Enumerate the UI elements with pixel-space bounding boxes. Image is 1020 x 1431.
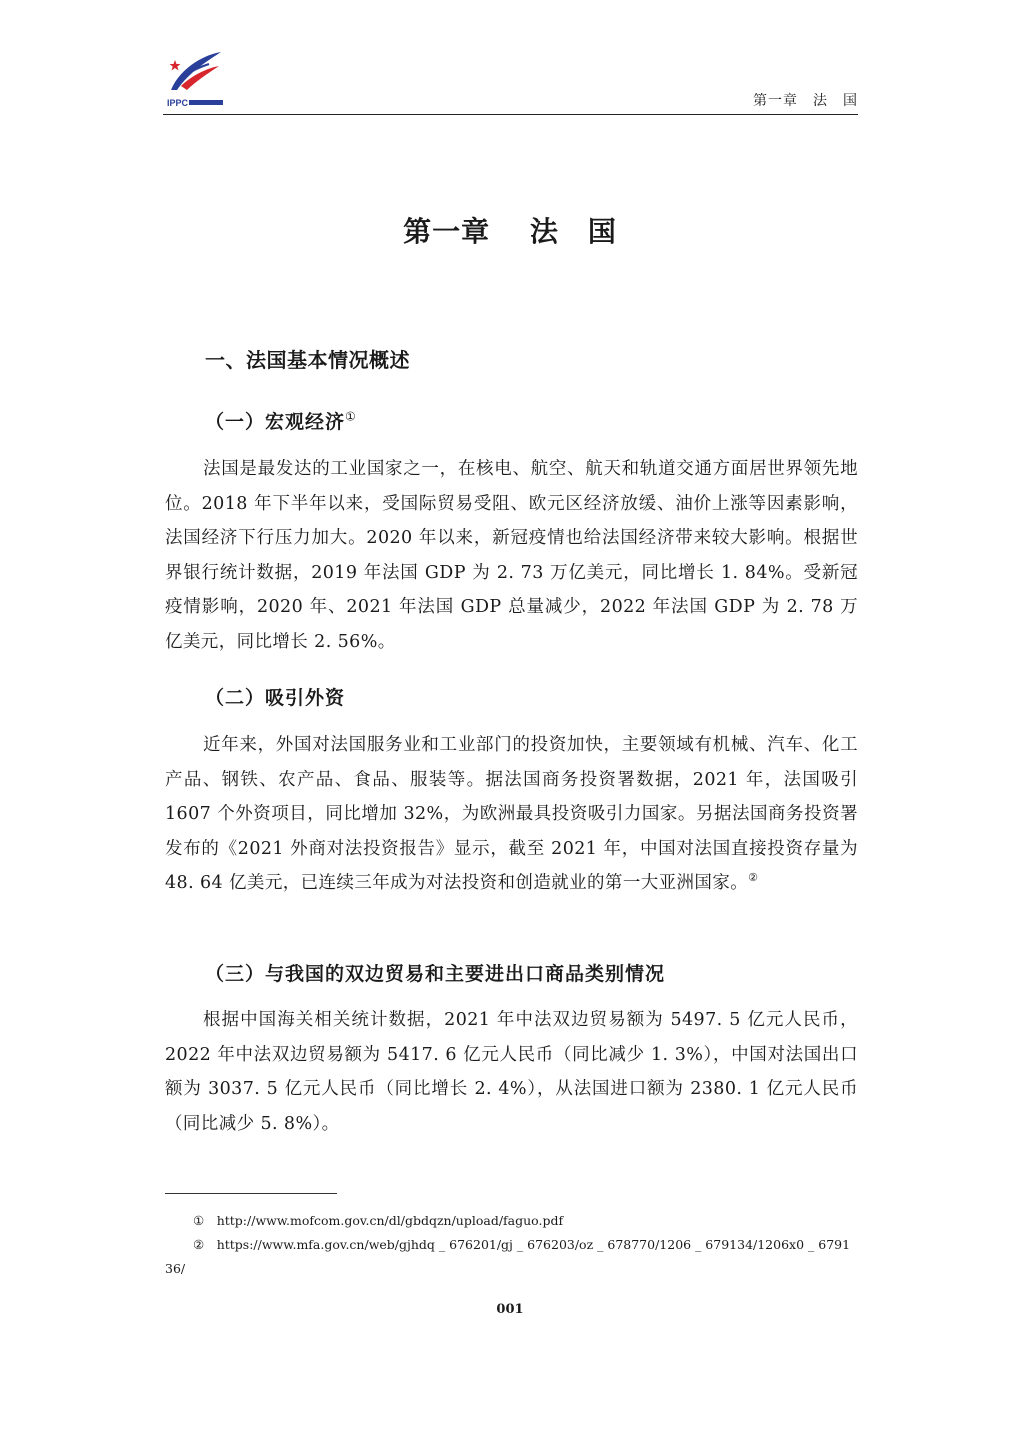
paragraph-bilateral-trade: 根据中国海关相关统计数据，2021 年中法双边贸易额为 5497. 5 亿元人民币，2022 年中法双边贸易额为 5417. 6 亿元人民币（同比减少 1. 3%），中国对法国出口额为 3037. 5 亿元人民币（同比增长 2. 4%），从法国进口额为 2380. 1 亿元人民币（同比减少 5. 8%）。 [165,1010,858,1134]
footnote-2[interactable]: ② https://www.mfa.gov.cn/web/gjhdq _ 676201/gj _ 676203/oz _ 678770/1206 _ 679134/1206x0 _ 679136/ [165,1237,851,1276]
footnote-divider [165,1193,337,1194]
page-header [163,46,858,115]
subsection-heading-text: （一）宏观经济 [205,411,346,433]
section-heading: 一、法国基本情况概述 [205,348,410,372]
footnote-ref-2[interactable]: ② [748,871,759,885]
subsection-heading-investment: （二）吸引外资 [205,687,346,709]
paragraph-foreign-investment [165,728,858,901]
svg-text:IPPC: IPPC [167,98,189,108]
subsection-heading-macro [205,407,357,434]
subsection-heading-trade: （三）与我国的双边贸易和主要进出口商品类别情况 [205,963,666,985]
ippc-logo [163,46,227,110]
footnote-1[interactable]: ① http://www.mofcom.gov.cn/dl/gbdqzn/upload/faguo.pdf [193,1213,564,1228]
page-number: 001 [496,1302,524,1317]
chapter-title: 第一章 法 国 [403,215,617,248]
running-head: 第一章 法 国 [753,93,858,109]
paragraph-macro-economy: 法国是最发达的工业国家之一，在核电、航空、航天和轨道交通方面居世界领先地位。2018 年下半年以来，受国际贸易受阻、欧元区经济放缓、油价上涨等因素影响，法国经济下行压力加大。2020 年以来，新冠疫情也给法国经济带来较大影响。根据世界银行统计数据，2019 年法国 GDP 为 2. 73 万亿美元，同比增长 1. 84%。受新冠疫情影响，2020 年、2021 年法国 GDP 总量减少，2022 年法国 GDP 为 2. 78 万亿美元，同比增长 2. 56%。 [165,459,858,652]
footnote-ref-1[interactable]: ① [345,409,357,424]
paragraph-foreign-investment-text: 近年来，外国对法国服务业和工业部门的投资加快，主要领域有机械、汽车、化工产品、钢铁、农产品、食品、服装等。据法国商务投资署数据，2021 年，法国吸引 1607 个外资项目，同比增加 32%，为欧洲最具投资吸引力国家。另据法国商务投资署发布的《2021 外商对法投资报告》显示，截至 2021 年，中国对法国直接投资存量为 48. 64 亿美元，已连续三年成为对法投资和创造就业的第一大亚洲国家。 [165,735,858,893]
